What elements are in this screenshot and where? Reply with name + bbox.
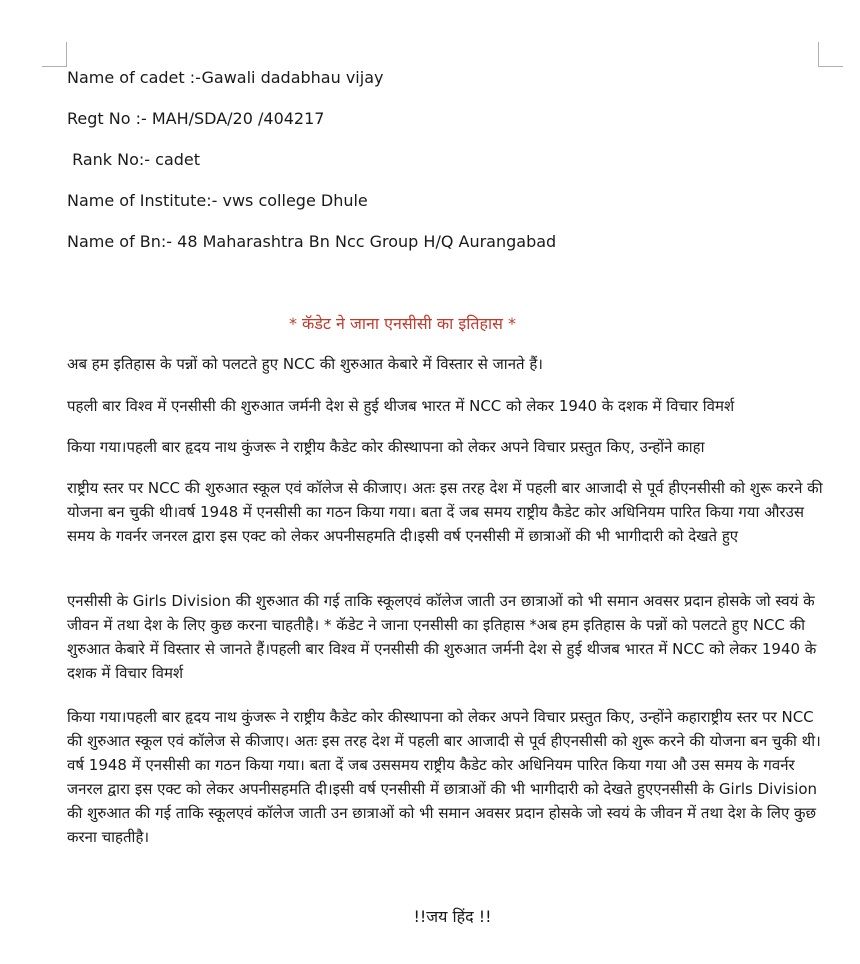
paragraph-3: किया गया।पहली बार हृदय नाथ कुंजरू ने राष्ट्रीय कैडेट कोर कीस्थापना को लेकर अपने विचार प्रस्तुत किए, उन्होंने काहा: [67, 438, 705, 456]
paragraph-5: एनसीसी के Girls Division की शुरुआत की गई ताकि स्कूलएवं कॉलेज जाती उन छात्राओं को भी समान अवसर प्रदान होसके जो स्वयं के जीवन में तथा देश के लिए कुछ करना चाहतीहै। * कॅडेट ने जाना एनसीसी का इतिहास *अब हम इतिहास के पन्नों को पलटते हुए NCC की शुरुआत केबारे में विस्तार से जानते हैं।पहली बार विश्व में एनसीसी की शुरुआत जर्मनी देश से हुई थीजब भारत में NCC को लेकर 1940 के दशक में विचार विमर्श: [67, 592, 817, 682]
paragraph-1: अब हम इतिहास के पन्नों को पलटते हुए NCC की शुरुआत केबारे में विस्तार से जानते हैं।: [67, 355, 543, 373]
page-corner-mark-top-left: [42, 42, 67, 67]
page-corner-mark-top-right: [818, 42, 843, 67]
paragraph-2: पहली बार विश्व में एनसीसी की शुरुआत जर्मनी देश से हुई थीजब भारत में NCC को लेकर 1940 के दशक में विचार विमर्श: [67, 397, 735, 415]
cadet-name: Name of cadet :-Gawali dadabhau vijay: [67, 68, 384, 87]
paragraph-4: राष्ट्रीय स्तर पर NCC की शुरुआत स्कूल एवं कॉलेज से कीजाए। अतः इस तरह देश में पहली बार आजादी से पूर्व हीएनसीसी को शुरू करने की योजना बन चुकी थी।वर्ष 1948 में एनसीसी का गठन किया गया। बता दें जब समय राष्ट्रीय कैडेट कोर अधिनियम पारित किया गया औरउस समय के गवर्नर जनरल द्वारा इस एक्ट को लेकर अपनीसहमति दी।इसी वर्ष एनसीसी में छात्राओं की भी भागीदारी को देखते हुए: [67, 479, 823, 545]
institute-name: Name of Institute:- vws college Dhule: [67, 191, 368, 210]
rank-no: Rank No:- cadet: [67, 150, 201, 169]
battalion-name: Name of Bn:- 48 Maharashtra Bn Ncc Group H/Q Aurangabad: [67, 232, 557, 251]
paragraph-6: किया गया।पहली बार हृदय नाथ कुंजरू ने राष्ट्रीय कैडेट कोर कीस्थापना को लेकर अपने विचार प्रस्तुत किए, उन्होंने कहाराष्ट्रीय स्तर पर NCC की शुरुआत स्कूल एवं कॉलेज से कीजाए। अतः इस तरह देश में पहली बार आजादी से पूर्व हीएनसीसी को शुरू करने की योजना बन चुकी थी।वर्ष 1948 में एनसीसी का गठन किया गया। बता दें जब उससमय राष्ट्रीय कैडेट कोर अधिनियम पारित किया गया औ उस समय के गवर्नर जनरल द्वारा इस एक्ट को लेकर अपनीसहमति दी।इसी वर्ष एनसीसी में छात्राओं की भी भागीदारी को देखते हुएएनसीसी के Girls Division की शुरुआत की गई ताकि स्कूलएवं कॉलेज जाती उन छात्राओं को भी समान अवसर प्रदान होसके जो स्वयं के जीवन में तथा देश के लिए कुछ करना चाहतीहै।: [67, 708, 821, 846]
document-heading: * कॅडेट ने जाना एनसीसी का इतिहास *: [288, 314, 517, 333]
regt-no: Regt No :- MAH/SDA/20 /404217: [67, 109, 325, 128]
closing-slogan: !!जय हिंद !!: [413, 907, 492, 926]
